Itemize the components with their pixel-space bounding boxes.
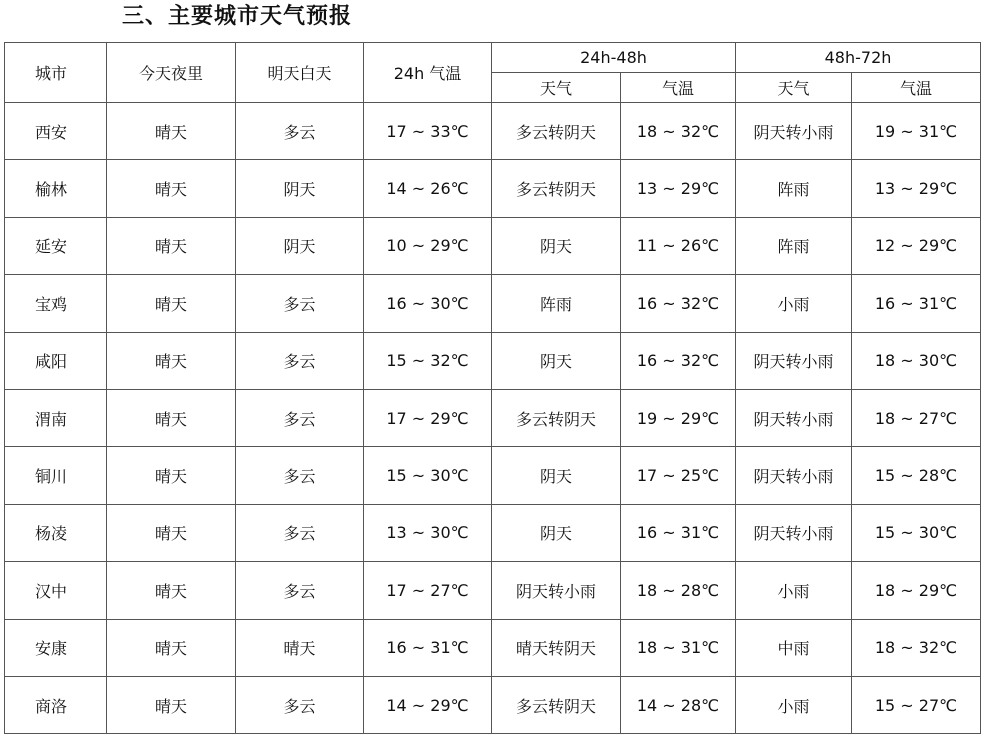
header-tomorrow-day: 明天白天 [236, 43, 364, 103]
cell-city: 杨凌 [5, 504, 107, 561]
cell-temp-48h: 18 ~ 28℃ [621, 562, 736, 619]
cell-weather-72h: 阴天转小雨 [736, 389, 852, 446]
header-tonight: 今天夜里 [107, 43, 236, 103]
cell-temp-48h: 18 ~ 31℃ [621, 619, 736, 676]
cell-weather-48h: 阴天 [492, 504, 621, 561]
cell-temp-24h: 17 ~ 29℃ [364, 389, 492, 446]
cell-tonight: 晴天 [107, 562, 236, 619]
table-row [5, 389, 981, 446]
cell-city: 西安 [5, 103, 107, 160]
header-row-top [5, 43, 981, 73]
cell-temp-48h: 13 ~ 29℃ [621, 160, 736, 217]
table-row [5, 217, 981, 274]
table-row [5, 332, 981, 389]
cell-weather-48h: 多云转阴天 [492, 103, 621, 160]
cell-temp-24h: 15 ~ 32℃ [364, 332, 492, 389]
cell-tonight: 晴天 [107, 676, 236, 733]
table-row [5, 103, 981, 160]
cell-tomorrow: 阴天 [236, 217, 364, 274]
cell-weather-48h: 多云转阴天 [492, 389, 621, 446]
cell-weather-72h: 阴天转小雨 [736, 447, 852, 504]
cell-city: 安康 [5, 619, 107, 676]
table-row [5, 619, 981, 676]
cell-temp-72h: 19 ~ 31℃ [852, 103, 981, 160]
cell-temp-48h: 16 ~ 32℃ [621, 275, 736, 332]
cell-weather-72h: 小雨 [736, 275, 852, 332]
cell-temp-24h: 10 ~ 29℃ [364, 217, 492, 274]
page-title: 三、主要城市天气预报 [122, 4, 353, 29]
header-temp-72h: 气温 [852, 73, 981, 103]
cell-weather-72h: 阴天转小雨 [736, 504, 852, 561]
cell-temp-72h: 15 ~ 27℃ [852, 676, 981, 733]
cell-temp-72h: 18 ~ 27℃ [852, 389, 981, 446]
cell-weather-72h: 小雨 [736, 676, 852, 733]
cell-tomorrow: 多云 [236, 275, 364, 332]
header-city: 城市 [5, 43, 107, 103]
cell-temp-72h: 15 ~ 28℃ [852, 447, 981, 504]
cell-city: 咸阳 [5, 332, 107, 389]
cell-temp-48h: 16 ~ 32℃ [621, 332, 736, 389]
cell-tonight: 晴天 [107, 103, 236, 160]
cell-tomorrow: 多云 [236, 332, 364, 389]
cell-city: 延安 [5, 217, 107, 274]
cell-weather-48h: 阴天 [492, 217, 621, 274]
cell-temp-24h: 16 ~ 31℃ [364, 619, 492, 676]
cell-temp-48h: 17 ~ 25℃ [621, 447, 736, 504]
cell-temp-48h: 14 ~ 28℃ [621, 676, 736, 733]
cell-tonight: 晴天 [107, 504, 236, 561]
cell-tomorrow: 晴天 [236, 619, 364, 676]
cell-tonight: 晴天 [107, 275, 236, 332]
cell-tomorrow: 多云 [236, 562, 364, 619]
cell-city: 榆林 [5, 160, 107, 217]
cell-tonight: 晴天 [107, 389, 236, 446]
cell-temp-24h: 17 ~ 33℃ [364, 103, 492, 160]
cell-temp-24h: 14 ~ 29℃ [364, 676, 492, 733]
cell-temp-24h: 14 ~ 26℃ [364, 160, 492, 217]
cell-weather-48h: 晴天转阴天 [492, 619, 621, 676]
cell-tomorrow: 多云 [236, 103, 364, 160]
cell-weather-48h: 多云转阴天 [492, 676, 621, 733]
table-row [5, 447, 981, 504]
cell-weather-72h: 阵雨 [736, 217, 852, 274]
cell-weather-48h: 阴天 [492, 332, 621, 389]
cell-temp-72h: 18 ~ 32℃ [852, 619, 981, 676]
cell-city: 商洛 [5, 676, 107, 733]
cell-tonight: 晴天 [107, 160, 236, 217]
cell-weather-72h: 阴天转小雨 [736, 332, 852, 389]
cell-tomorrow: 阴天 [236, 160, 364, 217]
header-weather-48h: 天气 [492, 73, 621, 103]
cell-weather-72h: 小雨 [736, 562, 852, 619]
table-row [5, 562, 981, 619]
cell-tonight: 晴天 [107, 332, 236, 389]
forecast-table [4, 42, 981, 734]
cell-tomorrow: 多云 [236, 389, 364, 446]
cell-weather-48h: 阵雨 [492, 275, 621, 332]
cell-temp-48h: 16 ~ 31℃ [621, 504, 736, 561]
table-row [5, 504, 981, 561]
cell-city: 宝鸡 [5, 275, 107, 332]
cell-weather-72h: 阵雨 [736, 160, 852, 217]
cell-temp-24h: 16 ~ 30℃ [364, 275, 492, 332]
cell-temp-48h: 11 ~ 26℃ [621, 217, 736, 274]
cell-temp-72h: 12 ~ 29℃ [852, 217, 981, 274]
cell-temp-72h: 16 ~ 31℃ [852, 275, 981, 332]
cell-tomorrow: 多云 [236, 676, 364, 733]
cell-temp-72h: 13 ~ 29℃ [852, 160, 981, 217]
header-temp-24h: 24h 气温 [364, 43, 492, 103]
cell-temp-24h: 15 ~ 30℃ [364, 447, 492, 504]
cell-city: 渭南 [5, 389, 107, 446]
cell-weather-48h: 多云转阴天 [492, 160, 621, 217]
cell-city: 汉中 [5, 562, 107, 619]
header-weather-72h: 天气 [736, 73, 852, 103]
cell-weather-48h: 阴天转小雨 [492, 562, 621, 619]
header-group-48-72h: 48h-72h [736, 43, 981, 73]
cell-tomorrow: 多云 [236, 504, 364, 561]
cell-temp-72h: 15 ~ 30℃ [852, 504, 981, 561]
header-temp-48h: 气温 [621, 73, 736, 103]
cell-weather-72h: 中雨 [736, 619, 852, 676]
cell-tomorrow: 多云 [236, 447, 364, 504]
cell-weather-72h: 阴天转小雨 [736, 103, 852, 160]
cell-tonight: 晴天 [107, 217, 236, 274]
cell-temp-24h: 13 ~ 30℃ [364, 504, 492, 561]
cell-temp-24h: 17 ~ 27℃ [364, 562, 492, 619]
table-row [5, 275, 981, 332]
cell-weather-48h: 阴天 [492, 447, 621, 504]
cell-temp-48h: 19 ~ 29℃ [621, 389, 736, 446]
cell-temp-72h: 18 ~ 30℃ [852, 332, 981, 389]
cell-tonight: 晴天 [107, 447, 236, 504]
cell-city: 铜川 [5, 447, 107, 504]
header-group-24-48h: 24h-48h [492, 43, 736, 73]
table-row [5, 160, 981, 217]
cell-temp-48h: 18 ~ 32℃ [621, 103, 736, 160]
cell-tonight: 晴天 [107, 619, 236, 676]
table-row [5, 676, 981, 733]
cell-temp-72h: 18 ~ 29℃ [852, 562, 981, 619]
